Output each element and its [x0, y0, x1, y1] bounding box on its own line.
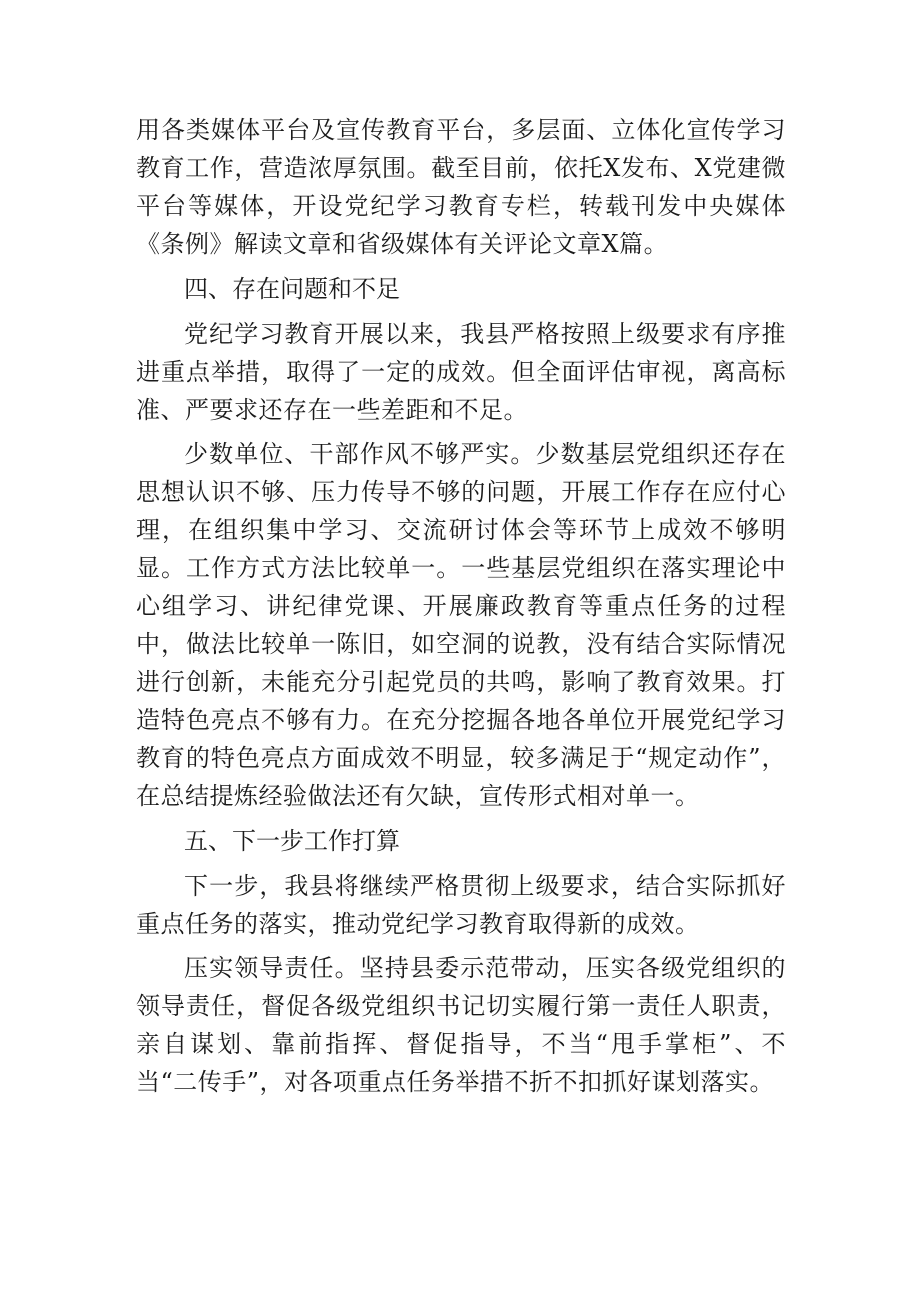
paragraph-problems-intro: 党纪学习教育开展以来，我县严格按照上级要求有序推进重点举措，取得了一定的成效。但全面评估审视，离高标准、严要求还存在一些差距和不足。 [136, 320, 786, 424]
section-heading-problems: 四、存在问题和不足 [184, 275, 400, 303]
paragraph-leadership-responsibility: 压实领导责任。坚持县委示范带动，压实各级党组织的领导责任，督促各级党组织书记切实履行第一责任人职责，亲自谋划、靠前指挥、督促指导，不当“甩手掌柜”、不当“二传手”，对各项重点任务举措不折不扣抓好谋划落实。 [136, 954, 786, 1096]
paragraph-problems-detail: 少数单位、干部作风不够严实。少数基层党组织还存在思想认识不够、压力传导不够的问题，开展工作存在应付心理，在组织集中学习、交流研讨体会等环节上成效不够明显。工作方式方法比较单一。一些基层党组织在落实理论中心组学习、讲纪律党课、开展廉政教育等重点任务的过程中，做法比较单一陈旧，如空洞的说教，没有结合实际情况进行创新，未能充分引起党员的共鸣，影响了教育效果。打造特色亮点不够有力。在充分挖掘各地各单位开展党纪学习教育的特色亮点方面成效不明显，较多满足于“规定动作”，在总结提炼经验做法还有欠缺，宣传形式相对单一。 [136, 440, 786, 810]
section-heading-next-steps: 五、下一步工作打算 [184, 827, 400, 855]
paragraph-media-platforms: 用各类媒体平台及宣传教育平台，多层面、立体化宣传学习教育工作，营造浓厚氛围。截至目前，依托X发布、X党建微平台等媒体，开设党纪学习教育专栏，转载刊发中央媒体《条例》解读文章和省级媒体有关评论文章X篇。 [136, 116, 786, 258]
paragraph-next-steps-intro: 下一步，我县将继续严格贯彻上级要求，结合实际抓好重点任务的落实，推动党纪学习教育取得新的成效。 [136, 872, 786, 938]
document-page [136, 111, 786, 1107]
